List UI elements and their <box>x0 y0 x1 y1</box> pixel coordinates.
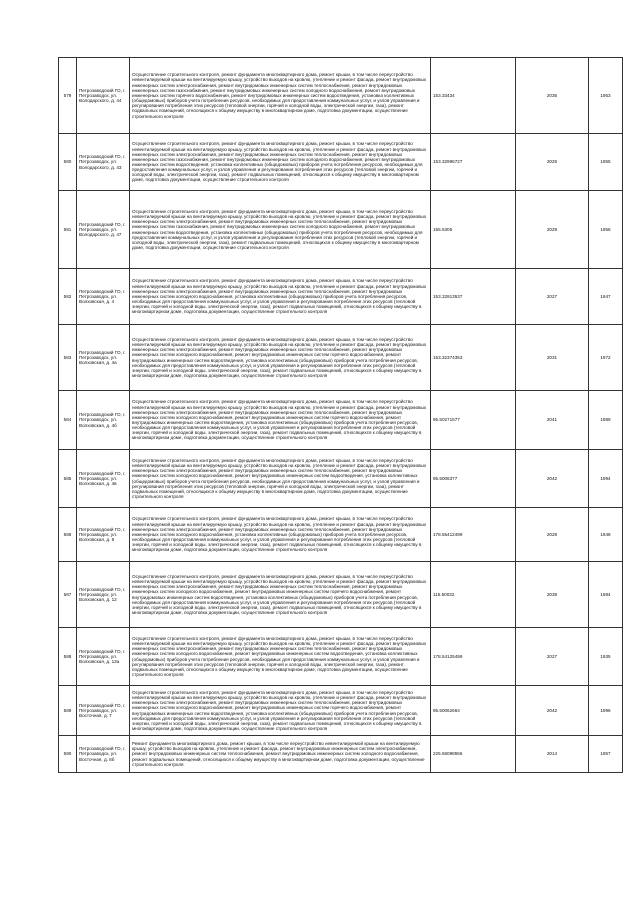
row-works: Осуществление строительного контроля, ремонт фундамента многоквартирного дома, ремонт крыши, в том числе переустройство невентилируемой крыши на вентилируемую крышу, устройство выходов на кровлю, утепление и ремонт фасада, ремонт внутридомовых инженерных систем электроснабжения, ремонт внутридомовых инженерных систем теплоснабжения, ремонт внутридомовых инженерных систем холодного водоснабжения, установка коллективных (общедомовых) приборов учета потребления ресурсов, необходимых для предоставления коммунальных услуг, и узлов управления и регулирования потребления этих ресурсов (тепловой энергии, горячей и холодной воды, электрической энергии, газа), ремонт подвальных помещений, относящихся к общему имуществу в многоквартирном доме, подготовка документации, осуществление строительного контроля <box>130 508 431 562</box>
row-cost: 155.5305 <box>431 191 516 269</box>
row-built-year: 1994 <box>589 450 623 508</box>
row-address: Петрозаводский ГО, г. Петрозаводск, ул. Волховская, д. 4б <box>77 391 130 450</box>
row-built-year: 1972 <box>589 325 623 391</box>
row-number: 589 <box>59 686 77 736</box>
row-cost: 153.33434 <box>431 58 516 134</box>
row-cost: 225.56098556 <box>431 736 516 773</box>
row-number: 579 <box>59 58 77 134</box>
table-row <box>59 191 623 269</box>
row-works: Осуществление строительного контроля, ремонт фундамента многоквартирного дома, ремонт крыши, в том числе переустройство невентилируемой крыши на вентилируемую крышу, устройство выходов на кровлю, утепление и ремонт фасада, ремонт внутридомовых инженерных систем электроснабжения, ремонт внутридомовых инженерных систем теплоснабжения, ремонт внутридомовых инженерных систем холодного водоснабжения, ремонт внутридомовых инженерных систем горячего водоснабжения, ремонт внутридомовых инженерных систем водоотведения, установка коллективных (общедомовых) приборов учета потребления ресурсов, необходимых для предоставления коммунальных услуг, и узлов управления и регулирования потребления этих ресурсов (тепловой энергии, горячей и холодной воды, электрической энергии, газа), ремонт подвальных помещений, относящихся к общему имуществу в многоквартирном доме, подготовка документации, осуществление строительного контроля <box>130 562 431 628</box>
row-built-year: 1948 <box>589 508 623 562</box>
row-year: 2028 <box>516 508 589 562</box>
row-works: Осуществление строительного контроля, ремонт фундамента многоквартирного дома, ремонт крыши, в том числе переустройство невентилируемой крыши на вентилируемую крышу, устройство выходов на кровлю, утепление и ремонт фасада, ремонт внутридомовых инженерных систем электроснабжения, ремонт внутридомовых инженерных систем теплоснабжения, ремонт внутридомовых инженерных систем холодного водоснабжения, ремонт внутридомовых инженерных систем горячего водоснабжения, ремонт внутридомовых инженерных систем водоотведения, установка коллективных (общедомовых) приборов учета потребления ресурсов, необходимых для предоставления коммунальных услуг, и узлов управления и регулирования потребления этих ресурсов (тепловой энергии, горячей и холодной воды, электрической энергии, газа), ремонт подвальных помещений, относящихся к общему имуществу в многоквартирном доме, подготовка документации, осуществление строительного контроля <box>130 325 431 391</box>
capital-repair-table <box>58 57 623 773</box>
row-works: Осуществление строительного контроля, ремонт фундамента многоквартирного дома, ремонт крыши, в том числе переустройство невентилируемой крыши на вентилируемую крышу, устройство выходов на кровлю, утепление и ремонт фасада, ремонт внутридомовых инженерных систем электроснабжения, ремонт внутридомовых инженерных систем теплоснабжения, ремонт внутридомовых инженерных систем холодного водоснабжения, установка коллективных (общедомовых) приборов учета потребления ресурсов, необходимых для предоставления коммунальных услуг, и узлов управления и регулирования потребления этих ресурсов (тепловой энергии, горячей и холодной воды, электрической энергии, газа), ремонт подвальных помещений, относящихся к общему имуществу в многоквартирном доме, подготовка документации, осуществление строительного контроля <box>130 269 431 325</box>
row-built-year: 1935 <box>589 628 623 686</box>
row-address: Петрозаводский ГО, г. Петрозаводск, ул. Володарского, д. 43 <box>77 134 130 191</box>
row-cost: 153.32374353 <box>431 325 516 391</box>
row-year: 2031 <box>516 325 589 391</box>
row-number: 580 <box>59 134 77 191</box>
row-number: 588 <box>59 628 77 686</box>
table-row <box>59 562 623 628</box>
row-built-year: 1956 <box>589 191 623 269</box>
row-number: 584 <box>59 391 77 450</box>
row-address: Петрозаводский ГО, г. Петрозаводск, ул. Володарского, д. 44 <box>77 58 130 134</box>
table-row <box>59 325 623 391</box>
table-row <box>59 450 623 508</box>
row-cost: 178.54125499 <box>431 628 516 686</box>
row-number: 581 <box>59 191 77 269</box>
row-works: Ремонт фундамента многоквартирного дома, ремонт крыши, в том числе переустройство невентилируемой крыши на вентилируемую крышу, устройство выходов на кровлю, утепление и ремонт фасада, ремонт внутридомовых инженерных систем электроснабжения, ремонт внутридомовых инженерных систем теплоснабжения, ремонт внутридомовых инженерных систем холодного водоснабжения, ремонт подвальных помещений, относящихся к общему имуществу в многоквартирном доме, подготовка документации, осуществление строительного контроля <box>130 736 431 773</box>
row-built-year: 1996 <box>589 686 623 736</box>
row-address: Петрозаводский ГО, г. Петрозаводск, ул. Волховская, д. 4 <box>77 269 130 325</box>
row-year: 2029 <box>516 191 589 269</box>
row-address: Петрозаводский ГО, г. Петрозаводск, ул. Восточная, д. 7 <box>77 686 130 736</box>
row-year: 2025 <box>516 134 589 191</box>
row-address: Петрозаводский ГО, г. Петрозаводск, ул. Волховская, д. 12 <box>77 562 130 628</box>
row-cost: 95.50271577 <box>431 391 516 450</box>
row-address: Петрозаводский ГО, г. Петрозаводск, ул. Волховская, д. 4а <box>77 325 130 391</box>
row-number: 585 <box>59 450 77 508</box>
row-number: 586 <box>59 508 77 562</box>
row-year: 2027 <box>516 628 589 686</box>
table-row <box>59 269 623 325</box>
row-address: Петрозаводский ГО, г. Петрозаводск, ул. Волховская, д. 13а <box>77 628 130 686</box>
row-cost: 153.32913537 <box>431 269 516 325</box>
row-built-year: 1953 <box>589 58 623 134</box>
row-address: Петрозаводский ГО, г. Петрозаводск, ул. Волховская, д. 4в <box>77 450 130 508</box>
row-number: 590 <box>59 736 77 773</box>
row-works: Осуществление строительного контроля, ремонт фундамента многоквартирного дома, ремонт крыши, в том числе переустройство невентилируемой крыши на вентилируемую крышу, устройство выходов на кровлю, утепление и ремонт фасада, ремонт внутридомовых инженерных систем электроснабжения, ремонт внутридомовых инженерных систем теплоснабжения, ремонт внутридомовых инженерных систем холодного водоснабжения, ремонт внутридомовых инженерных систем горячего водоснабжения, ремонт внутридомовых инженерных систем водоотведения, установка коллективных (общедомовых) приборов учета потребления ресурсов, необходимых для предоставления коммунальных услуг, и узлов управления и регулирования потребления этих ресурсов (тепловой энергии, горячей и холодной воды, электрической энергии, газа), ремонт подвальных помещений, относящихся к общему имуществу в многоквартирном доме, подготовка документации, осуществление строительного контроля <box>130 391 431 450</box>
row-cost: 95.50062664 <box>431 686 516 736</box>
row-works: Осуществление строительного контроля, ремонт фундамента многоквартирного дома, ремонт крыши, в том числе переустройство невентилируемой крыши на вентилируемую крышу, устройство выходов на кровлю, утепление и ремонт фасада, ремонт внутридомовых инженерных систем электроснабжения, ремонт внутридомовых инженерных систем теплоснабжения, ремонт внутридомовых инженерных систем холодного водоснабжения, ремонт внутридомовых инженерных систем горячего водоснабжения, ремонт внутридомовых инженерных систем водоотведения, установка коллективных (общедомовых) приборов учета потребления ресурсов, необходимых для предоставления коммунальных услуг, и узлов управления и регулирования потребления этих ресурсов (тепловой энергии, горячей и холодной воды, электрической энергии, газа), ремонт подвальных помещений, относящихся к общему имуществу в многоквартирном доме, подготовка документации, осуществление строительного контроля <box>130 686 431 736</box>
row-year: 2027 <box>516 269 589 325</box>
row-works: Осуществление строительного контроля, ремонт фундамента многоквартирного дома, ремонт крыши, в том числе переустройство невентилируемой крыши на вентилируемую крышу, устройство выходов на кровлю, утепление и ремонт фасада, ремонт внутридомовых инженерных систем электроснабжения, ремонт внутридомовых инженерных систем теплоснабжения, ремонт внутридомовых инженерных систем газоснабжения, ремонт внутридомовых инженерных систем холодного водоснабжения, ремонт внутридомовых инженерных систем горячего водоснабжения, ремонт внутридомовых инженерных систем водоотведения, установка коллективных (общедомовых) приборов учета потребления ресурсов, необходимых для предоставления коммунальных услуг, и узлов управления и регулирования потребления этих ресурсов (тепловой энергии, горячей и холодной воды, электрической энергии, газа), ремонт подвальных помещений, относящихся к общему имуществу в многоквартирном доме, подготовка документации, осуществление строительного контроля <box>130 58 431 134</box>
row-built-year: 1947 <box>589 269 623 325</box>
row-year: 2014 <box>516 736 589 773</box>
table-row <box>59 508 623 562</box>
row-year: 2041 <box>516 391 589 450</box>
row-built-year: 1957 <box>589 736 623 773</box>
row-number: 587 <box>59 562 77 628</box>
row-works: Осуществление строительного контроля, ремонт фундамента многоквартирного дома, ремонт крыши, в том числе переустройство невентилируемой крыши на вентилируемую крышу, устройство выходов на кровлю, утепление и ремонт фасада, ремонт внутридомовых инженерных систем электроснабжения, ремонт внутридомовых инженерных систем теплоснабжения, ремонт внутридомовых инженерных систем газоснабжения, ремонт внутридомовых инженерных систем холодного водоснабжения, ремонт внутридомовых инженерных систем водоотведения, установка коллективных (общедомовых) приборов учета потребления ресурсов, необходимых для предоставления коммунальных услуг, и узлов управления и регулирования потребления этих ресурсов (тепловой энергии, горячей и холодной воды, электрической энергии, газа), ремонт подвальных помещений, относящихся к общему имуществу в многоквартирном доме, подготовка документации, осуществление строительного контроля <box>130 134 431 191</box>
table-row <box>59 736 623 773</box>
row-year: 2042 <box>516 450 589 508</box>
row-address: Петрозаводский ГО, г. Петрозаводск, ул. Володарского, д. 47 <box>77 191 130 269</box>
row-works: Осуществление строительного контроля, ремонт фундамента многоквартирного дома, ремонт крыши, в том числе переустройство невентилируемой крыши на вентилируемую крышу, устройство выходов на кровлю, утепление и ремонт фасада, ремонт внутридомовых инженерных систем электроснабжения, ремонт внутридомовых инженерных систем теплоснабжения, ремонт внутридомовых инженерных систем холодного водоснабжения, ремонт внутридомовых инженерных систем водоотведения, установка коллективных (общедомовых) приборов учета потребления ресурсов, необходимых для предоставления коммунальных услуг, и узлов управления и регулирования потребления этих ресурсов (тепловой энергии, горячей и холодной воды, электрической энергии, газа), ремонт подвальных помещений, относящихся к общему имуществу в многоквартирном доме, подготовка документации, осуществление строительного контроля <box>130 628 431 686</box>
row-year: 2036 <box>516 58 589 134</box>
row-number: 582 <box>59 269 77 325</box>
row-year: 2042 <box>516 686 589 736</box>
row-address: Петрозаводский ГО, г. Петрозаводск, ул. Волховская, д. 8 <box>77 508 130 562</box>
table-body <box>59 58 623 773</box>
table-row <box>59 58 623 134</box>
row-works: Осуществление строительного контроля, ремонт фундамента многоквартирного дома, ремонт крыши, в том числе переустройство невентилируемой крыши на вентилируемую крышу, устройство выходов на кровлю, утепление и ремонт фасада, ремонт внутридомовых инженерных систем электроснабжения, ремонт внутридомовых инженерных систем теплоснабжения, ремонт внутридомовых инженерных систем газоснабжения, ремонт внутридомовых инженерных систем холодного водоснабжения, ремонт внутридомовых инженерных систем водоотведения, установка коллективных (общедомовых) приборов учета потребления ресурсов, необходимых для предоставления коммунальных услуг, и узлов управления и регулирования потребления этих ресурсов (тепловой энергии, горячей и холодной воды, электрической энергии, газа), ремонт подвальных помещений, относящихся к общему имуществу в многоквартирном доме, подготовка документации, осуществление строительного контроля <box>130 191 431 269</box>
row-number: 583 <box>59 325 77 391</box>
table-row <box>59 391 623 450</box>
row-built-year: 1955 <box>589 134 623 191</box>
row-cost: 178.55412499 <box>431 508 516 562</box>
row-address: Петрозаводский ГО, г. Петрозаводск, ул. Восточная, д. 8б <box>77 736 130 773</box>
table-row <box>59 134 623 191</box>
table-row <box>59 628 623 686</box>
row-cost: 115.50032 <box>431 562 516 628</box>
row-cost: 95.5006377 <box>431 450 516 508</box>
table-row <box>59 686 623 736</box>
row-built-year: 1989 <box>589 391 623 450</box>
row-year: 2038 <box>516 562 589 628</box>
row-built-year: 1984 <box>589 562 623 628</box>
row-works: Осуществление строительного контроля, ремонт фундамента многоквартирного дома, ремонт крыши, в том числе переустройство невентилируемой крыши на вентилируемую крышу, устройство выходов на кровлю, утепление и ремонт фасада, ремонт внутридомовых инженерных систем электроснабжения, ремонт внутридомовых инженерных систем теплоснабжения, ремонт внутридомовых инженерных систем холодного водоснабжения, ремонт внутридомовых инженерных систем водоотведения, установка коллективных (общедомовых) приборов учета потребления ресурсов, необходимых для предоставления коммунальных услуг, и узлов управления и регулирования потребления этих ресурсов (тепловой энергии, горячей и холодной воды, электрической энергии, газа), ремонт подвальных помещений, относящихся к общему имуществу в многоквартирном доме, подготовка документации, осуществление строительного контроля <box>130 450 431 508</box>
row-cost: 153.32995727 <box>431 134 516 191</box>
